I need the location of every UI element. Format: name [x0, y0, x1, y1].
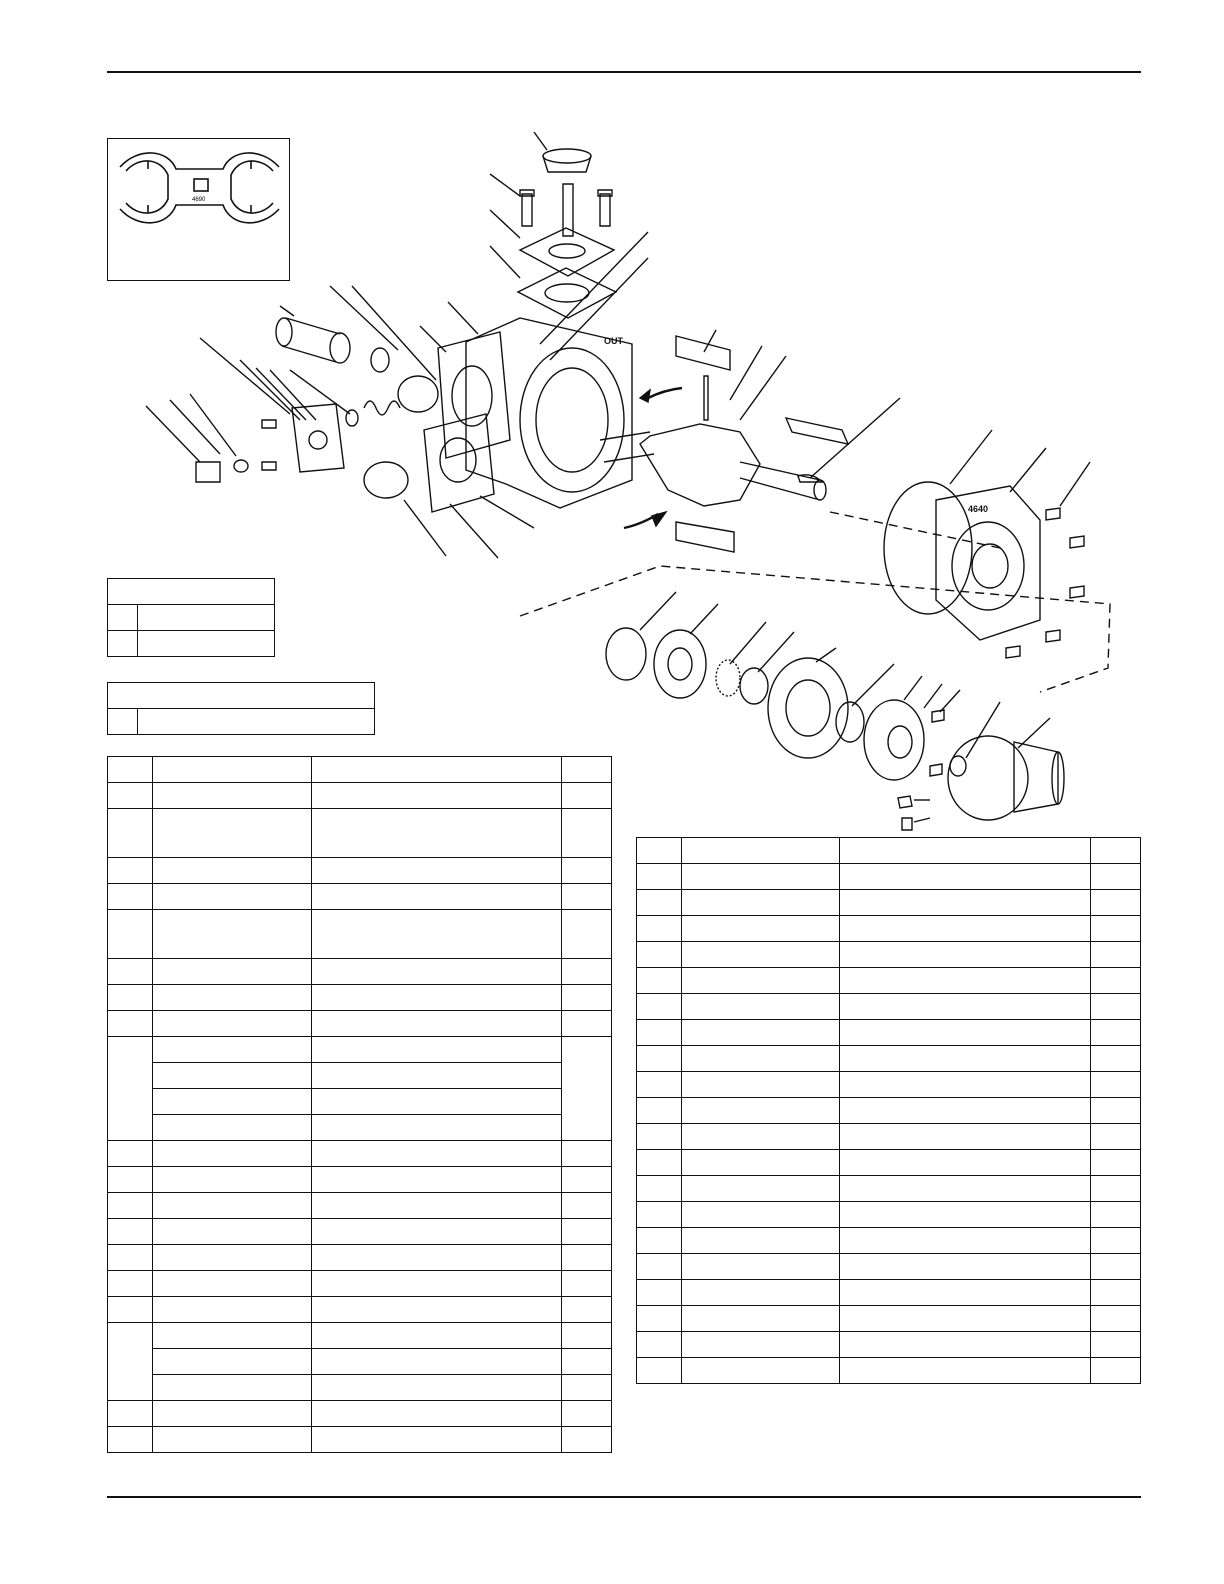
table-cell [682, 942, 840, 968]
table-cell [562, 757, 612, 783]
o-ring [884, 482, 972, 614]
table-cell [312, 1011, 562, 1037]
table-row [637, 864, 1141, 890]
seal-cover [864, 700, 924, 780]
table-cell [637, 942, 682, 968]
table-cell [1091, 1228, 1141, 1254]
table-row [637, 968, 1141, 994]
table-cell [108, 757, 153, 783]
table-cell [312, 757, 562, 783]
table-cell [1091, 1280, 1141, 1306]
table-cell [108, 579, 275, 605]
table-cell [840, 1150, 1091, 1176]
table-cell [840, 1228, 1091, 1254]
table-cell [108, 709, 138, 735]
kit-table-b [107, 682, 375, 735]
table-cell [637, 838, 682, 864]
table-cell [312, 1375, 562, 1401]
table-row [637, 994, 1141, 1020]
table-cell [637, 1202, 682, 1228]
lip-seal [836, 702, 864, 742]
table-cell [840, 838, 1091, 864]
table-cell [153, 959, 312, 985]
table-row [637, 942, 1141, 968]
table-row [108, 1063, 612, 1089]
table-row [108, 709, 375, 735]
table-cell [153, 1011, 312, 1037]
table-cell [1091, 864, 1141, 890]
table-row [108, 1297, 612, 1323]
table-cell [312, 1115, 562, 1141]
gasket-round [768, 658, 848, 758]
table-cell [153, 910, 312, 959]
tool-stamp: 4690 [192, 197, 206, 203]
table-cell [108, 1219, 153, 1245]
casting-mark: OUT [604, 336, 623, 346]
table-cell [312, 1089, 562, 1115]
table-cell [108, 1141, 153, 1167]
table-cell [562, 959, 612, 985]
table-cell [108, 605, 138, 631]
table-cell [562, 1219, 612, 1245]
table-cell [637, 890, 682, 916]
ball-bearing [654, 630, 706, 698]
locknut-housing [606, 628, 646, 680]
table-cell [153, 1245, 312, 1271]
head-plate [438, 332, 510, 458]
table-cell [1091, 1124, 1141, 1150]
table-cell [312, 1219, 562, 1245]
table-cell [562, 1245, 612, 1271]
table-cell [682, 1098, 840, 1124]
table-cell [108, 1297, 153, 1323]
table-cell [840, 916, 1091, 942]
table-cell [153, 1427, 312, 1453]
table-cell [108, 1323, 153, 1401]
table-cell [312, 1141, 562, 1167]
table-cell [1091, 1020, 1141, 1046]
table-cell [1091, 1306, 1141, 1332]
table-cell [153, 1089, 312, 1115]
table-cell [1091, 1358, 1141, 1384]
table-row [637, 1202, 1141, 1228]
table-row [108, 579, 275, 605]
table-cell [138, 605, 275, 631]
table-cell [1091, 916, 1141, 942]
table-cell [312, 884, 562, 910]
table-cell [840, 864, 1091, 890]
table-cell [312, 1245, 562, 1271]
table-row [108, 1167, 612, 1193]
table-row [637, 890, 1141, 916]
table-row [108, 910, 612, 959]
table-cell [153, 1349, 312, 1375]
table-cell [1091, 890, 1141, 916]
table-cell [138, 709, 375, 735]
table-row [637, 1046, 1141, 1072]
table-cell [637, 1332, 682, 1358]
table-cell [637, 1072, 682, 1098]
table-cell [153, 1037, 312, 1063]
table-row [637, 1280, 1141, 1306]
table-row [108, 1245, 612, 1271]
table-row [108, 1271, 612, 1297]
table-cell [682, 1176, 840, 1202]
table-row [637, 1176, 1141, 1202]
table-row [108, 884, 612, 910]
table-row [108, 1323, 612, 1349]
table-row [637, 1306, 1141, 1332]
table-cell [312, 783, 562, 809]
table-cell [682, 916, 840, 942]
table-row [108, 959, 612, 985]
table-cell [637, 1306, 682, 1332]
table-cell [637, 1098, 682, 1124]
table-cell [682, 1046, 840, 1072]
table-cell [312, 910, 562, 959]
table-cell [312, 1427, 562, 1453]
table-cell [153, 757, 312, 783]
table-cell [637, 1176, 682, 1202]
table-cell [682, 838, 840, 864]
table-cell [312, 1037, 562, 1063]
table-cell [682, 1358, 840, 1384]
table-cell [153, 1219, 312, 1245]
table-cell [153, 783, 312, 809]
table-cell [682, 994, 840, 1020]
table-cell [1091, 942, 1141, 968]
table-cell [312, 959, 562, 985]
table-cell [562, 1167, 612, 1193]
table-row [108, 858, 612, 884]
cover-mark: 4640 [968, 504, 989, 514]
table-cell [108, 1011, 153, 1037]
table-cell [637, 1280, 682, 1306]
table-cell [1091, 968, 1141, 994]
table-cell [562, 884, 612, 910]
table-cell [637, 1358, 682, 1384]
table-cell [153, 1375, 312, 1401]
table-cell [108, 1271, 153, 1297]
table-cell [562, 1141, 612, 1167]
table-cell [153, 858, 312, 884]
table-cell [682, 1150, 840, 1176]
table-cell [562, 910, 612, 959]
table-row [108, 1115, 612, 1141]
table-cell [562, 783, 612, 809]
table-row [108, 809, 612, 858]
table-cell [840, 1332, 1091, 1358]
table-cell [682, 1280, 840, 1306]
table-row [108, 757, 612, 783]
table-cell [840, 1254, 1091, 1280]
table-cell [312, 1297, 562, 1323]
parts-table-right [636, 837, 1141, 1384]
table-cell [682, 1254, 840, 1280]
table-cell [312, 858, 562, 884]
table-cell [108, 910, 153, 959]
table-row [637, 1254, 1141, 1280]
table-row [108, 1349, 612, 1375]
table-row [108, 1193, 612, 1219]
table-cell [108, 631, 138, 657]
table-cell [682, 1124, 840, 1150]
table-row [108, 1375, 612, 1401]
table-cell [1091, 838, 1141, 864]
table-row [108, 1219, 612, 1245]
sleeve-part [330, 333, 350, 363]
table-cell [562, 1297, 612, 1323]
table-cell [637, 1124, 682, 1150]
table-cell [840, 1046, 1091, 1072]
table-cell [682, 1202, 840, 1228]
table-cell [840, 942, 1091, 968]
rotor-part [640, 424, 760, 506]
table-row [108, 1401, 612, 1427]
table-cell [682, 968, 840, 994]
table-row [637, 1228, 1141, 1254]
table-cell [312, 1323, 562, 1349]
table-cell [108, 1167, 153, 1193]
table-cell [108, 683, 375, 709]
table-cell [562, 1193, 612, 1219]
table-cell [562, 809, 612, 858]
table-cell [682, 1332, 840, 1358]
table-row [108, 683, 375, 709]
table-cell [312, 1167, 562, 1193]
table-cell [637, 916, 682, 942]
table-cell [840, 1176, 1091, 1202]
table-cell [108, 1037, 153, 1141]
table-cell [108, 884, 153, 910]
table-cell [562, 1427, 612, 1453]
table-cell [153, 884, 312, 910]
table-cell [637, 1228, 682, 1254]
table-cell [637, 864, 682, 890]
table-row [637, 1020, 1141, 1046]
table-cell [682, 1020, 840, 1046]
table-cell [562, 1401, 612, 1427]
table-cell [562, 985, 612, 1011]
table-cell [562, 1037, 612, 1141]
table-cell [840, 1358, 1091, 1384]
end-cap [948, 736, 1028, 820]
table-cell [108, 809, 153, 858]
table-cell [562, 1011, 612, 1037]
table-cell [108, 783, 153, 809]
table-cell [108, 985, 153, 1011]
table-cell [637, 1020, 682, 1046]
table-row [108, 1011, 612, 1037]
table-cell [153, 1141, 312, 1167]
table-cell [840, 1072, 1091, 1098]
table-cell [840, 1124, 1091, 1150]
table-cell [153, 1297, 312, 1323]
table-cell [637, 968, 682, 994]
table-cell [312, 985, 562, 1011]
table-cell [682, 1306, 840, 1332]
table-cell [1091, 1150, 1141, 1176]
table-cell [108, 858, 153, 884]
table-cell [637, 1254, 682, 1280]
table-cell [840, 1098, 1091, 1124]
table-row [637, 838, 1141, 864]
table-cell [153, 1063, 312, 1089]
table-row [108, 631, 275, 657]
table-cell [840, 1202, 1091, 1228]
table-row [108, 1141, 612, 1167]
table-cell [153, 1193, 312, 1219]
table-cell [108, 1193, 153, 1219]
table-cell [153, 1115, 312, 1141]
table-cell [1091, 1046, 1141, 1072]
table-row [637, 1332, 1141, 1358]
table-cell [108, 959, 153, 985]
table-cell [637, 1046, 682, 1072]
table-cell [562, 858, 612, 884]
table-cell [637, 994, 682, 1020]
kit-table-a [107, 578, 275, 657]
footer-rule [107, 1496, 1141, 1498]
table-cell [682, 890, 840, 916]
table-row [637, 1072, 1141, 1098]
table-row [637, 1124, 1141, 1150]
table-cell [153, 809, 312, 858]
table-cell [840, 1020, 1091, 1046]
table-cell [312, 1271, 562, 1297]
table-cell [637, 1150, 682, 1176]
table-cell [562, 1375, 612, 1401]
table-row [108, 783, 612, 809]
table-cell [312, 1349, 562, 1375]
table-cell [840, 1306, 1091, 1332]
table-cell [108, 1427, 153, 1453]
parts-table-left [107, 756, 612, 1453]
table-row [637, 916, 1141, 942]
table-cell [840, 994, 1091, 1020]
table-cell [682, 864, 840, 890]
table-row [108, 1089, 612, 1115]
table-cell [108, 1401, 153, 1427]
table-cell [562, 1323, 612, 1349]
table-cell [840, 890, 1091, 916]
table-row [108, 605, 275, 631]
table-row [108, 985, 612, 1011]
table-row [637, 1150, 1141, 1176]
table-row [108, 1427, 612, 1453]
table-cell [108, 1245, 153, 1271]
table-row [637, 1098, 1141, 1124]
table-cell [682, 1072, 840, 1098]
table-cell [153, 985, 312, 1011]
table-cell [138, 631, 275, 657]
table-cell [1091, 1072, 1141, 1098]
table-cell [153, 1167, 312, 1193]
table-cell [312, 809, 562, 858]
table-cell [153, 1271, 312, 1297]
table-cell [1091, 1202, 1141, 1228]
table-cell [1091, 1098, 1141, 1124]
table-cell [562, 1271, 612, 1297]
table-cell [312, 1401, 562, 1427]
table-cell [312, 1193, 562, 1219]
table-cell [562, 1349, 612, 1375]
cap-part [543, 149, 591, 163]
table-cell [1091, 994, 1141, 1020]
table-cell [840, 968, 1091, 994]
table-cell [1091, 1176, 1141, 1202]
table-cell [1091, 1254, 1141, 1280]
table-cell [153, 1401, 312, 1427]
table-cell [312, 1063, 562, 1089]
table-cell [682, 1228, 840, 1254]
table-cell [840, 1280, 1091, 1306]
table-cell [153, 1323, 312, 1349]
table-row [637, 1358, 1141, 1384]
table-cell [1091, 1332, 1141, 1358]
table-row [108, 1037, 612, 1063]
